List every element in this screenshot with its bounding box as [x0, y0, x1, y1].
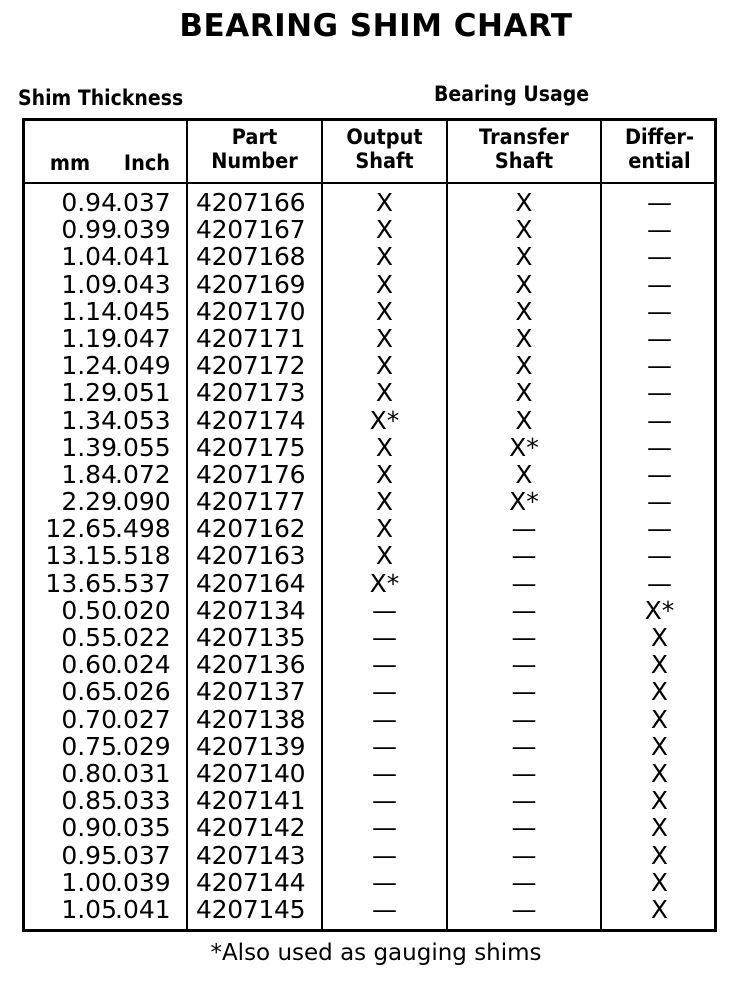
- table-row: [25, 379, 714, 406]
- cell-mm: 0.94: [61, 188, 117, 217]
- cell-inch: .031: [115, 758, 171, 788]
- cell-inch: .049: [115, 351, 171, 381]
- cell-differential: —: [647, 296, 672, 326]
- cell-output-shaft: —: [372, 758, 397, 788]
- cell-differential: X*: [644, 595, 675, 625]
- cell-inch: .020: [115, 595, 171, 625]
- cell-mm: 1.05: [61, 894, 117, 924]
- cell-transfer-shaft: X*: [509, 432, 539, 462]
- cell-part-number: 4207168: [196, 242, 306, 272]
- cell-part-number: 4207139: [196, 731, 306, 761]
- cell-part-number: 4207166: [196, 188, 306, 217]
- cell-output-shaft: —: [372, 731, 397, 761]
- table-row: [25, 842, 714, 869]
- cell-output-shaft: X*: [369, 405, 400, 435]
- cell-transfer-shaft: X: [515, 188, 533, 217]
- table-row: [25, 434, 714, 461]
- bearing-usage-label: Bearing Usage: [434, 82, 590, 106]
- cell-inch: .039: [115, 867, 171, 897]
- table-row: [25, 189, 714, 216]
- cell-output-shaft: X: [375, 323, 394, 353]
- cell-mm: 0.95: [61, 840, 117, 870]
- cell-mm: 1.84: [61, 459, 117, 489]
- cell-differential: —: [647, 378, 672, 408]
- cell-output-shaft: X: [375, 269, 394, 299]
- shim-table: [22, 118, 717, 932]
- cell-output-shaft: —: [372, 867, 397, 897]
- cell-transfer-shaft: —: [511, 650, 537, 680]
- cell-transfer-shaft: X: [515, 269, 533, 299]
- cell-part-number: 4207172: [196, 351, 306, 381]
- cell-mm: 12.65: [45, 514, 117, 544]
- cell-differential: —: [647, 405, 672, 435]
- cell-differential: X: [650, 731, 669, 761]
- table-row: [25, 597, 714, 624]
- cell-transfer-shaft: —: [511, 813, 537, 843]
- header-output-shaft: Output Shaft: [346, 125, 423, 173]
- cell-transfer-shaft: X: [515, 459, 533, 489]
- cell-output-shaft: X: [375, 432, 394, 462]
- header-differential: Differ- ential: [625, 125, 694, 173]
- table-row: [25, 325, 714, 352]
- table-row: [25, 243, 714, 270]
- table-row: [25, 271, 714, 298]
- table-row: [25, 869, 714, 896]
- cell-mm: 1.09: [61, 269, 117, 299]
- cell-inch: .026: [115, 677, 171, 707]
- cell-part-number: 4207173: [196, 378, 306, 408]
- cell-differential: X: [650, 677, 669, 707]
- cell-inch: .072: [115, 459, 171, 489]
- table-row: [25, 298, 714, 325]
- cell-differential: —: [647, 269, 672, 299]
- cell-part-number: 4207163: [196, 541, 306, 571]
- table-row: [25, 733, 714, 760]
- cell-differential: X: [650, 894, 669, 924]
- cell-transfer-shaft: X: [515, 378, 533, 408]
- cell-output-shaft: —: [372, 623, 397, 652]
- shim-thickness-label: Shim Thickness: [18, 86, 184, 110]
- cell-inch: .051: [115, 378, 171, 408]
- cell-part-number: 4207174: [196, 405, 306, 435]
- cell-part-number: 4207175: [196, 432, 306, 462]
- cell-transfer-shaft: X: [515, 296, 533, 326]
- table-row: [25, 542, 714, 569]
- cell-inch: .039: [115, 215, 171, 245]
- header-inch: Inch: [123, 151, 171, 175]
- cell-differential: —: [647, 432, 672, 462]
- cell-mm: 1.29: [61, 378, 117, 408]
- cell-transfer-shaft: X: [515, 242, 533, 272]
- cell-mm: 0.80: [61, 758, 117, 788]
- cell-mm: 0.55: [61, 623, 117, 652]
- cell-part-number: 4207143: [196, 840, 306, 870]
- cell-inch: .037: [115, 840, 171, 870]
- cell-output-shaft: X: [375, 514, 394, 544]
- cell-inch: .027: [115, 704, 171, 734]
- cell-part-number: 4207136: [196, 650, 306, 680]
- cell-part-number: 4207142: [196, 813, 306, 843]
- table-row: [25, 515, 714, 542]
- cell-transfer-shaft: X: [515, 215, 533, 245]
- cell-output-shaft: —: [372, 704, 397, 734]
- cell-transfer-shaft: X*: [509, 487, 539, 517]
- cell-part-number: 4207138: [196, 704, 306, 734]
- cell-part-number: 4207177: [196, 487, 306, 517]
- table-row: [25, 678, 714, 705]
- cell-inch: .024: [115, 650, 171, 680]
- table-row: [25, 216, 714, 243]
- cell-transfer-shaft: —: [511, 541, 537, 571]
- cell-output-shaft: X: [375, 215, 394, 245]
- cell-output-shaft: —: [372, 595, 397, 625]
- cell-differential: —: [647, 459, 672, 489]
- cell-output-shaft: X: [375, 296, 394, 326]
- cell-differential: —: [647, 188, 672, 217]
- cell-output-shaft: X: [375, 541, 394, 571]
- cell-part-number: 4207135: [196, 623, 306, 652]
- cell-transfer-shaft: X: [515, 323, 533, 353]
- cell-part-number: 4207169: [196, 269, 306, 299]
- cell-differential: X: [650, 623, 669, 652]
- cell-transfer-shaft: —: [511, 514, 537, 544]
- cell-mm: 2.29: [61, 487, 117, 517]
- cell-inch: .090: [115, 487, 171, 517]
- cell-part-number: 4207140: [196, 758, 306, 788]
- cell-mm: 1.24: [61, 351, 117, 381]
- cell-output-shaft: —: [372, 677, 397, 707]
- cell-differential: X: [650, 867, 669, 897]
- cell-output-shaft: X: [375, 459, 394, 489]
- header-part-number: Part Number: [211, 125, 298, 173]
- cell-part-number: 4207171: [196, 323, 306, 353]
- cell-transfer-shaft: —: [511, 894, 537, 924]
- cell-differential: —: [647, 242, 672, 272]
- cell-inch: .035: [115, 813, 171, 843]
- cell-output-shaft: —: [372, 840, 397, 870]
- cell-output-shaft: X*: [369, 568, 400, 598]
- table-row: [25, 787, 714, 814]
- cell-mm: 0.65: [61, 677, 117, 707]
- cell-inch: .037: [115, 188, 171, 217]
- table-row: [25, 352, 714, 379]
- cell-inch: .055: [115, 432, 171, 462]
- cell-inch: .047: [115, 323, 171, 353]
- cell-part-number: 4207164: [196, 568, 306, 598]
- cell-inch: .518: [115, 541, 171, 571]
- table-row: [25, 461, 714, 488]
- cell-transfer-shaft: —: [511, 758, 537, 788]
- header-mm: mm: [49, 151, 91, 175]
- cell-mm: 0.75: [61, 731, 117, 761]
- table-row: [25, 706, 714, 733]
- table-body: [25, 189, 714, 923]
- cell-differential: —: [647, 215, 672, 245]
- cell-part-number: 4207145: [196, 894, 306, 924]
- table-row: [25, 407, 714, 434]
- cell-output-shaft: X: [375, 351, 394, 381]
- cell-differential: X: [650, 786, 669, 816]
- cell-mm: 0.60: [61, 650, 117, 680]
- cell-transfer-shaft: —: [511, 677, 537, 707]
- chart-title: BEARING SHIM CHART: [179, 8, 573, 44]
- cell-part-number: 4207141: [196, 786, 306, 816]
- table-row: [25, 760, 714, 787]
- cell-mm: 0.50: [61, 595, 117, 625]
- cell-output-shaft: —: [372, 894, 397, 924]
- cell-mm: 0.99: [61, 215, 117, 245]
- table-row: [25, 624, 714, 651]
- cell-output-shaft: X: [375, 242, 394, 272]
- cell-mm: 13.15: [45, 541, 117, 571]
- cell-inch: .041: [115, 894, 171, 924]
- cell-part-number: 4207134: [196, 595, 306, 625]
- table-row: [25, 814, 714, 841]
- cell-transfer-shaft: —: [511, 568, 537, 598]
- cell-transfer-shaft: —: [511, 867, 537, 897]
- cell-part-number: 4207170: [196, 296, 306, 326]
- cell-part-number: 4207176: [196, 459, 306, 489]
- cell-differential: —: [647, 514, 672, 544]
- cell-differential: —: [647, 487, 672, 517]
- cell-mm: 1.04: [61, 242, 117, 272]
- cell-differential: —: [647, 541, 672, 571]
- cell-inch: .022: [115, 623, 171, 652]
- table-row: [25, 896, 714, 923]
- cell-part-number: 4207162: [196, 514, 306, 544]
- cell-mm: 1.34: [61, 405, 117, 435]
- header-transfer-shaft: Transfer Shaft: [479, 125, 569, 173]
- cell-differential: X: [650, 840, 669, 870]
- cell-transfer-shaft: X: [515, 405, 533, 435]
- cell-part-number: 4207167: [196, 215, 306, 245]
- cell-mm: 1.19: [61, 323, 117, 353]
- cell-mm: 0.90: [61, 813, 117, 843]
- cell-mm: 0.70: [61, 704, 117, 734]
- cell-transfer-shaft: X: [515, 351, 533, 381]
- header-divider: [25, 182, 714, 184]
- cell-inch: .033: [115, 786, 171, 816]
- cell-differential: X: [650, 650, 669, 680]
- cell-output-shaft: X: [375, 487, 394, 517]
- cell-mm: 13.65: [45, 568, 117, 598]
- cell-mm: 0.85: [61, 786, 117, 816]
- cell-inch: .498: [115, 514, 171, 544]
- table-row: [25, 488, 714, 515]
- cell-output-shaft: X: [375, 188, 394, 217]
- cell-transfer-shaft: —: [511, 731, 537, 761]
- table-row: [25, 570, 714, 597]
- footnote: *Also used as gauging shims: [210, 940, 542, 966]
- cell-transfer-shaft: —: [511, 704, 537, 734]
- cell-inch: .537: [115, 568, 171, 598]
- cell-mm: 1.00: [61, 867, 117, 897]
- cell-inch: .053: [115, 405, 171, 435]
- cell-part-number: 4207144: [196, 867, 306, 897]
- cell-differential: X: [650, 704, 669, 734]
- cell-mm: 1.14: [61, 296, 117, 326]
- cell-differential: X: [650, 813, 669, 843]
- cell-transfer-shaft: —: [511, 786, 537, 816]
- cell-transfer-shaft: —: [511, 595, 537, 625]
- cell-differential: —: [647, 351, 672, 381]
- cell-inch: .029: [115, 731, 171, 761]
- cell-mm: 1.39: [61, 432, 117, 462]
- cell-differential: X: [650, 758, 669, 788]
- cell-output-shaft: —: [372, 786, 397, 816]
- cell-inch: .041: [115, 242, 171, 272]
- cell-differential: —: [647, 323, 672, 353]
- cell-inch: .043: [115, 269, 171, 299]
- cell-transfer-shaft: —: [511, 840, 537, 870]
- cell-output-shaft: X: [375, 378, 394, 408]
- cell-output-shaft: —: [372, 650, 397, 680]
- cell-transfer-shaft: —: [511, 623, 537, 652]
- cell-part-number: 4207137: [196, 677, 306, 707]
- cell-inch: .045: [115, 296, 171, 326]
- cell-differential: —: [647, 568, 672, 598]
- cell-output-shaft: —: [372, 813, 397, 843]
- table-row: [25, 651, 714, 678]
